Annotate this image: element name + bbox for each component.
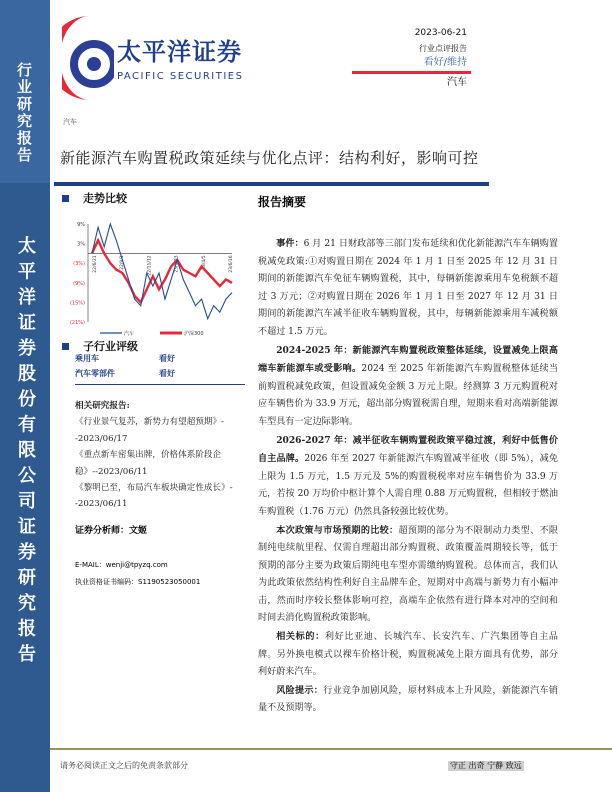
legend-label: 汽车 xyxy=(124,331,135,337)
summary-paragraph xyxy=(258,342,558,432)
y-tick-label: (9%) xyxy=(73,280,85,287)
summary-paragraph xyxy=(258,682,558,718)
summary-paragraph xyxy=(258,432,558,522)
trend-heading: 走势比较 xyxy=(62,192,127,205)
x-tick-label: 22/6/21 xyxy=(93,255,98,273)
sub-rating-table xyxy=(75,354,245,385)
x-tick-label: 23/1/23 xyxy=(174,255,180,273)
sub-rating-heading: 子行业评级 xyxy=(62,340,138,353)
summary-paragraph xyxy=(258,628,558,682)
paragraph-lead: 相关标的： xyxy=(276,631,325,643)
analyst-email[interactable]: E-MAIL：wenji@tpyzq.com xyxy=(75,561,168,569)
x-tick-label: 23/6/16 xyxy=(229,255,234,273)
related-report-link[interactable]: 《黎明已至，布局汽车板块确定性成长》--2023/06/11 xyxy=(75,483,233,510)
summary-paragraph xyxy=(258,235,558,342)
y-tick-label: 9% xyxy=(77,222,85,228)
bullet-icon xyxy=(62,343,69,350)
company-name-cn: 太平洋证券 xyxy=(117,38,242,66)
page-title: 新能源汽车购置税政策延续与优化点评：结构利好，影响可控 xyxy=(60,149,479,167)
rating-row: 汽车零部件 看好 xyxy=(75,369,245,385)
paragraph-text: 6 月 21 日财政部等三部门发布延续和优化新能源汽车车辆购置税减免政策:①对购置日期在 2024 年 1 月 1 日至 2025 年 12 月 31 日期间的新能源汽车免征车辆购置税，其中，每辆新能源乘用车免税额不超过 3 万元；②对购置日期在 2026 年 1 月 1 日至 2027 年 12 月 31 日期间的新能源汽车减半征收车辆购置税，其中，每辆新能源乘用车减税额不超过 1.5 万元。 xyxy=(258,239,558,337)
series-line-1 xyxy=(92,240,232,302)
analyst-name: 证券分析师：文姬 xyxy=(75,526,148,536)
footer-disclaimer: 请务必阅读正文之后的免责条款部分 xyxy=(60,761,188,770)
y-tick-label: (3%) xyxy=(73,261,85,268)
industry: 汽车 xyxy=(447,77,467,88)
summary-body xyxy=(258,235,558,718)
paragraph-text: 2026 年至 2027 年新能源汽车购置减半征收（即 5%），减免上限为 1.5 万元，1.5 万元及 5%的购置税税率对应车辆售价为 33.9 万元，若按 20 万均价中枢计算个人需自理 0.88 万元购置税，但相较于燃油车购置税（1.76 万元）仍然具备较强比较优势。 xyxy=(258,454,558,517)
rating-row: 乘用车 看好 xyxy=(75,354,175,363)
rating: 看好/维持 xyxy=(423,57,467,68)
y-tick-label: (21%) xyxy=(69,320,85,326)
sidebar-bottom-label: 太平洋证券股份有限公司证券研究报告 xyxy=(15,236,36,670)
bullet-icon xyxy=(62,195,69,202)
paragraph-text: 利好比亚迪、长城汽车、长安汽车、广汽集团等自主品牌。另外换电模式以裸车价格计税，购置税减免上限方面具有优势，部分利好蔚来汽车。 xyxy=(258,632,558,678)
title-divider xyxy=(54,182,489,186)
report-type: 行业点评报告 xyxy=(419,44,467,53)
related-report-link[interactable]: 《行业景气复苏，新势力有望超预期》--2023/06/17 xyxy=(75,417,224,444)
y-tick-label: (15%) xyxy=(69,300,85,307)
x-tick-label: 23/4/5 xyxy=(201,255,207,270)
sidebar-top-label: 行业研究报告 xyxy=(15,62,33,164)
paragraph-text: 超预期的部分为不限制动力类型、不限制纯电续航里程、仅需自理超出部分购置税、政策覆盖周期较长等，低于预期的部分主要为政策后期纯电车型亦需缴纳购置税。总体而言，我们认为此政策依然结构性利好自主品牌车企，短期对中高端与新势力有小幅冲击，然而时序较长整体影响可控，高端车企依然有进行降本对冲的空间和时间去消化购置税政策影响。 xyxy=(258,525,558,624)
paragraph-text: 行业竞争加剧风险，原材料成本上升风险，新能源汽车销量不及预期等。 xyxy=(258,685,558,714)
paragraph-text: 2024 至 2025 年新能源汽车购置税整体延续当前购置税减免政策，但设置减免金额 3 万元上限。经测算 3 万元购置税对应车辆售价为 33.9 万元，超出部分购置税需自理，短期来看对高端新能源车型具有一定边际影响。 xyxy=(258,364,558,427)
related-report-link[interactable]: 《重点新车密集出牌，价格体系阶段企稳》--2023/06/11 xyxy=(75,450,222,477)
related-reports: 相关研究报告: 《行业景气复苏，新势力有望超预期》--2023/06/17 《重点新车密集出牌，价格体系阶段企稳》--2023/06/11 《黎明已至，布局汽车板块确定性成长》--2023/06/11 xyxy=(75,398,240,513)
logo-icon xyxy=(62,14,114,100)
x-tick-label: 22/9/1 xyxy=(120,255,126,270)
paragraph-lead: 本次政策与市场预期的比较： xyxy=(276,524,399,536)
series-line-0 xyxy=(92,224,232,319)
red-divider xyxy=(352,71,471,74)
y-tick-label: 3% xyxy=(77,241,85,248)
section-tag: 汽车 xyxy=(63,118,77,126)
summary-heading: 报告摘要 xyxy=(258,195,307,209)
x-tick-label: 22/11/12 xyxy=(147,255,153,276)
footer-motto: 守正 出奇 宁静 致远 xyxy=(450,761,522,770)
report-date: 2023-06-21 xyxy=(414,28,467,38)
paragraph-lead: 事件： xyxy=(276,238,304,249)
company-name-en: PACIFIC SECURITIES xyxy=(117,71,244,82)
paragraph-lead: 风险提示： xyxy=(276,684,324,696)
summary-paragraph xyxy=(258,522,558,629)
trend-chart xyxy=(62,212,247,340)
footer-divider xyxy=(50,748,612,750)
analyst-cert: 执业资格证书编码：S1190523050001 xyxy=(75,578,201,586)
paragraph-lead: 2024-2025 年：新能源汽车购置税政策整体延续，设置减免上限高端车新能源车或受影响。 xyxy=(258,344,558,375)
legend-label: 沪深300 xyxy=(184,331,204,337)
paragraph-lead: 2026-2027 年：减半征收车辆购置税政策平稳过渡，利好中低售价自主品牌。 xyxy=(258,434,558,465)
